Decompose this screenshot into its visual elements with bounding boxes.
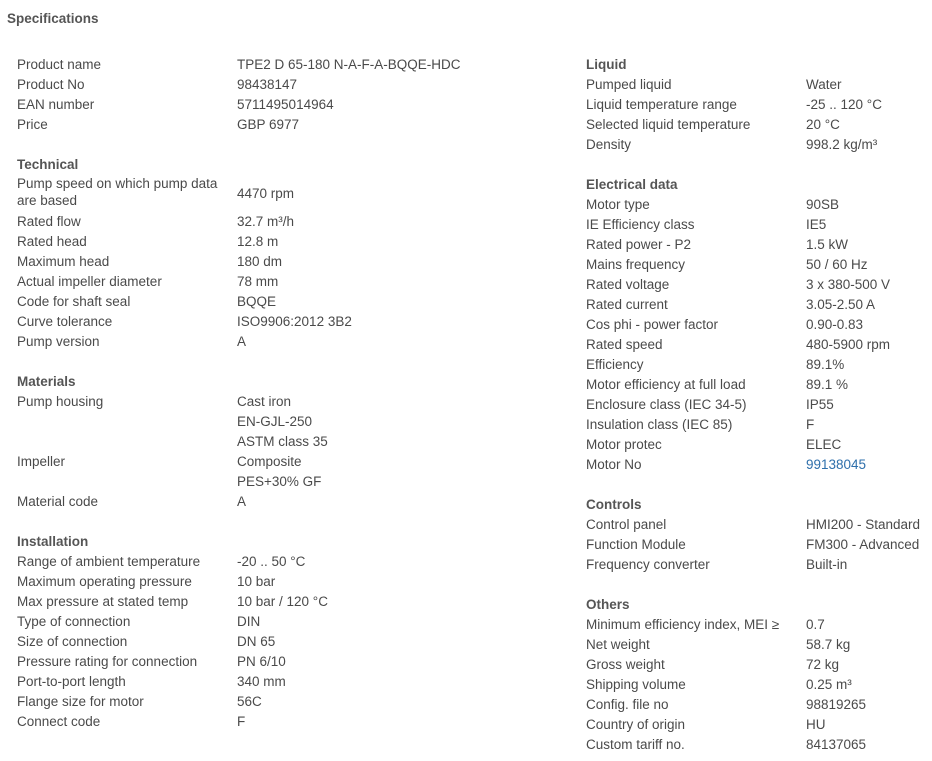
- spec-label: Control panel: [586, 517, 667, 532]
- spec-row-motor-protec: [586, 435, 926, 455]
- spec-label: Material code: [17, 494, 99, 509]
- spec-value: HMI200 - Standard: [806, 517, 921, 532]
- spec-label: Motor type: [586, 197, 650, 212]
- spec-row-efficiency: [586, 355, 926, 375]
- spec-row-enclosure-class-iec-34-5: [586, 395, 926, 415]
- spec-value-group: [806, 315, 926, 335]
- spec-value-group: [237, 75, 562, 95]
- spec-label: Rated current: [586, 297, 668, 312]
- spec-value-group: [237, 492, 562, 512]
- spec-row-maximum-operating-pressure: [17, 572, 562, 592]
- spec-label: Curve tolerance: [17, 314, 113, 329]
- spec-value-group: [806, 515, 926, 535]
- spec-value: 4470 rpm: [237, 186, 295, 201]
- spec-label: Motor No: [586, 457, 642, 472]
- spec-row-rated-power-p2: [586, 235, 926, 255]
- spec-label: Rated voltage: [586, 277, 670, 292]
- spec-value: 0.7: [806, 617, 825, 632]
- spec-value-group: [237, 212, 562, 232]
- spec-value-group: [237, 175, 562, 212]
- spec-value-group: [237, 612, 562, 632]
- spec-value-group: [806, 415, 926, 435]
- spec-row-insulation-class-iec-85: [586, 415, 926, 435]
- spec-value: 20 °C: [806, 117, 840, 132]
- spec-value-group: [806, 235, 926, 255]
- spec-row-pumped-liquid: [586, 75, 926, 95]
- spec-row-pressure-rating-for-connection: [17, 652, 562, 672]
- spec-row-pump-version: [17, 332, 562, 352]
- spec-row-impeller: [17, 452, 562, 492]
- spec-value: 3.05-2.50 A: [806, 297, 876, 312]
- spec-value: 89.1%: [806, 357, 845, 372]
- spec-label: Efficiency: [586, 357, 644, 372]
- spec-label: Gross weight: [586, 657, 665, 672]
- spec-value: 10 bar / 120 °C: [237, 594, 328, 609]
- section-heading-electrical: Electrical data: [586, 177, 678, 192]
- spec-value-link[interactable]: 99138045: [806, 457, 867, 472]
- spec-value-group: [806, 115, 926, 135]
- spec-row-custom-tariff-no: [586, 735, 926, 755]
- spec-value: 98438147: [237, 77, 298, 92]
- spec-value: 1.5 kW: [806, 237, 849, 252]
- section-controls: [586, 495, 926, 575]
- spec-value: 78 mm: [237, 274, 279, 289]
- spec-value: IP55: [806, 397, 834, 412]
- spec-row-price: [17, 115, 562, 135]
- section-heading-installation: Installation: [17, 534, 89, 549]
- spec-label: Pump housing: [17, 394, 104, 409]
- spec-label: Range of ambient temperature: [17, 554, 201, 569]
- spec-label: Shipping volume: [586, 677, 686, 692]
- spec-value-group: [806, 615, 926, 635]
- spec-row-ie-efficiency-class: [586, 215, 926, 235]
- spec-label: Function Module: [586, 537, 686, 552]
- spec-label: Product No: [17, 77, 85, 92]
- spec-label: Pump speed on which pump data are based: [17, 176, 218, 208]
- spec-row-density: [586, 135, 926, 155]
- spec-label: Code for shaft seal: [17, 294, 131, 309]
- spec-row-rated-voltage: [586, 275, 926, 295]
- spec-row-config-file-no: [586, 695, 926, 715]
- spec-value: 56C: [237, 694, 262, 709]
- spec-label: Liquid temperature range: [586, 97, 737, 112]
- spec-label: Product name: [17, 57, 102, 72]
- spec-label: Country of origin: [586, 717, 686, 732]
- spec-label: Mains frequency: [586, 257, 686, 272]
- spec-value-group: [237, 652, 562, 672]
- spec-value: ASTM class 35: [237, 434, 328, 449]
- spec-label: Insulation class (IEC 85): [586, 417, 733, 432]
- spec-value: 480-5900 rpm: [806, 337, 891, 352]
- spec-label: Price: [17, 117, 48, 132]
- spec-row-country-of-origin: [586, 715, 926, 735]
- spec-value: FM300 - Advanced: [806, 537, 920, 552]
- spec-row-max-pressure-at-stated-temp: [17, 592, 562, 612]
- spec-value-group: [806, 555, 926, 575]
- spec-label: Rated head: [17, 234, 87, 249]
- spec-value-group: [806, 695, 926, 715]
- spec-row-code-for-shaft-seal: [17, 292, 562, 312]
- spec-value: 90SB: [806, 197, 840, 212]
- spec-value-group: [806, 295, 926, 315]
- spec-row-range-of-ambient-temperature: [17, 552, 562, 572]
- spec-value: 84137065: [806, 737, 867, 752]
- spec-value-group: [237, 712, 562, 732]
- spec-value: 89.1 %: [806, 377, 849, 392]
- spec-value: 998.2 kg/m³: [806, 137, 878, 152]
- spec-value: F: [237, 714, 246, 729]
- section-spacer: [17, 352, 562, 372]
- spec-value-group: [806, 275, 926, 295]
- spec-value-group: [237, 692, 562, 712]
- spec-value-group: [237, 232, 562, 252]
- spec-row-product-name: [17, 55, 562, 75]
- spec-label: Net weight: [586, 637, 650, 652]
- spec-value: 0.25 m³: [806, 677, 852, 692]
- section-electrical: [586, 175, 926, 475]
- spec-row-maximum-head: [17, 252, 562, 272]
- spec-row-net-weight: [586, 635, 926, 655]
- spec-value-group: [806, 715, 926, 735]
- spec-value-group: [806, 735, 926, 755]
- spec-value: 10 bar: [237, 574, 276, 589]
- spec-value: 72 kg: [806, 657, 840, 672]
- spec-row-motor-efficiency-at-full-load: [586, 375, 926, 395]
- spec-label: Minimum efficiency index, MEI ≥: [586, 617, 780, 632]
- spec-value: 3 x 380-500 V: [806, 277, 891, 292]
- spec-value-group: [237, 632, 562, 652]
- spec-value-group: [806, 195, 926, 215]
- spec-value-group: [237, 292, 562, 312]
- spec-label: IE Efficiency class: [586, 217, 695, 232]
- spec-row-shipping-volume: [586, 675, 926, 695]
- section-heading-technical: Technical: [17, 157, 79, 172]
- spec-value: 12.8 m: [237, 234, 279, 249]
- spec-value-group: [237, 312, 562, 332]
- section-spacer: [586, 475, 926, 495]
- spec-value: EN-GJL-250: [237, 414, 313, 429]
- spec-value-group: [806, 675, 926, 695]
- spec-value: 98819265: [806, 697, 867, 712]
- spec-value-group: [237, 592, 562, 612]
- spec-value: 180 dm: [237, 254, 283, 269]
- spec-value-group: [806, 255, 926, 275]
- section-spacer: [586, 155, 926, 175]
- spec-row-liquid-temperature-range: [586, 95, 926, 115]
- spec-label: Motor efficiency at full load: [586, 377, 746, 392]
- spec-value-group: [806, 655, 926, 675]
- spec-label: Pumped liquid: [586, 77, 672, 92]
- spec-row-control-panel: [586, 515, 926, 535]
- section-technical: [17, 155, 562, 352]
- spec-value-group: [237, 552, 562, 572]
- spec-row-gross-weight: [586, 655, 926, 675]
- spec-row-connect-code: [17, 712, 562, 732]
- spec-label: Size of connection: [17, 634, 128, 649]
- spec-value: 58.7 kg: [806, 637, 851, 652]
- spec-value-group: [806, 355, 926, 375]
- spec-label: Cos phi - power factor: [586, 317, 719, 332]
- spec-label: Density: [586, 137, 632, 152]
- spec-label: EAN number: [17, 97, 95, 112]
- spec-row-function-module: [586, 535, 926, 555]
- spec-value: 5711495014964: [237, 97, 334, 112]
- section-spacer: [17, 512, 562, 532]
- section-spacer: [17, 135, 562, 155]
- spec-value-group: [806, 375, 926, 395]
- spec-label: Rated speed: [586, 337, 663, 352]
- spec-value: 32.7 m³/h: [237, 214, 295, 229]
- spec-row-mains-frequency: [586, 255, 926, 275]
- spec-value: Cast iron: [237, 394, 292, 409]
- spec-label: Frequency converter: [586, 557, 710, 572]
- spec-value: -20 .. 50 °C: [237, 554, 306, 569]
- spec-value: PN 6/10: [237, 654, 286, 669]
- spec-label: Maximum operating pressure: [17, 574, 192, 589]
- spec-value-group: [237, 95, 562, 115]
- spec-value-group: [806, 75, 926, 95]
- section-general: [17, 55, 562, 135]
- spec-label: Type of connection: [17, 614, 131, 629]
- spec-label: Motor protec: [586, 437, 662, 452]
- spec-label: Actual impeller diameter: [17, 274, 162, 289]
- section-others: [586, 595, 926, 755]
- spec-value-group: [806, 635, 926, 655]
- spec-row-curve-tolerance: [17, 312, 562, 332]
- spec-label: Pressure rating for connection: [17, 654, 198, 669]
- spec-row-rated-speed: [586, 335, 926, 355]
- spec-label: Max pressure at stated temp: [17, 594, 189, 609]
- spec-value-group: [806, 435, 926, 455]
- spec-value-group: [237, 572, 562, 592]
- section-materials: [17, 372, 562, 512]
- spec-label: Port-to-port length: [17, 674, 126, 689]
- spec-label: Pump version: [17, 334, 100, 349]
- page-title: Specifications: [7, 11, 99, 26]
- spec-value-group: [237, 332, 562, 352]
- spec-value-group: [806, 215, 926, 235]
- left-spec-column: [17, 55, 562, 732]
- spec-value-group: [237, 392, 562, 452]
- spec-label: Enclosure class (IEC 34-5): [586, 397, 747, 412]
- spec-value: A: [237, 334, 247, 349]
- section-spacer: [586, 575, 926, 595]
- spec-value-group: [237, 452, 562, 492]
- spec-row-rated-flow: [17, 212, 562, 232]
- spec-value-group: [237, 672, 562, 692]
- spec-value: DN 65: [237, 634, 276, 649]
- spec-value-group: [237, 115, 562, 135]
- spec-value-group: [806, 135, 926, 155]
- spec-value-group: [806, 95, 926, 115]
- spec-value: ISO9906:2012 3B2: [237, 314, 352, 329]
- section-heading-liquid: Liquid: [586, 57, 627, 72]
- spec-value: BQQE: [237, 294, 277, 309]
- spec-row-motor-no: [586, 455, 926, 475]
- section-heading-others: Others: [586, 597, 630, 612]
- section-liquid: [586, 55, 926, 155]
- spec-value-group: [237, 55, 562, 75]
- spec-value: A: [237, 494, 247, 509]
- spec-value: TPE2 D 65-180 N-A-F-A-BQQE-HDC: [237, 57, 461, 72]
- spec-label: Impeller: [17, 454, 66, 469]
- spec-row-selected-liquid-temperature: [586, 115, 926, 135]
- spec-value: Water: [806, 77, 842, 92]
- spec-label: Connect code: [17, 714, 101, 729]
- right-spec-column: [586, 55, 926, 755]
- spec-value: -25 .. 120 °C: [806, 97, 882, 112]
- spec-label: Flange size for motor: [17, 694, 144, 709]
- spec-value: 340 mm: [237, 674, 286, 689]
- spec-value-group: [237, 272, 562, 292]
- spec-value-group: [237, 252, 562, 272]
- spec-value: F: [806, 417, 815, 432]
- spec-row-material-code: [17, 492, 562, 512]
- spec-row-actual-impeller-diameter: [17, 272, 562, 292]
- spec-row-size-of-connection: [17, 632, 562, 652]
- spec-value: ELEC: [806, 437, 842, 452]
- section-installation: [17, 532, 562, 732]
- spec-value: Composite: [237, 454, 302, 469]
- spec-row-ean-number: [17, 95, 562, 115]
- spec-value: Built-in: [806, 557, 848, 572]
- section-heading-controls: Controls: [586, 497, 642, 512]
- spec-row-flange-size-for-motor: [17, 692, 562, 712]
- spec-value-group: [806, 455, 926, 475]
- spec-row-pump-speed-on-which-pump-data-are-based: [17, 175, 562, 212]
- spec-row-port-to-port-length: [17, 672, 562, 692]
- spec-row-minimum-efficiency-index-mei: [586, 615, 926, 635]
- spec-value: DIN: [237, 614, 261, 629]
- spec-value: PES+30% GF: [237, 474, 322, 489]
- spec-value: GBP 6977: [237, 117, 300, 132]
- spec-label: Config. file no: [586, 697, 669, 712]
- spec-row-pump-housing: [17, 392, 562, 452]
- spec-value: IE5: [806, 217, 827, 232]
- spec-value-group: [806, 535, 926, 555]
- spec-row-cos-phi-power-factor: [586, 315, 926, 335]
- spec-row-rated-head: [17, 232, 562, 252]
- spec-row-rated-current: [586, 295, 926, 315]
- spec-label: Maximum head: [17, 254, 110, 269]
- section-heading-materials: Materials: [17, 374, 76, 389]
- spec-row-product-no: [17, 75, 562, 95]
- spec-label: Rated power - P2: [586, 237, 692, 252]
- spec-label: Selected liquid temperature: [586, 117, 751, 132]
- spec-value: 50 / 60 Hz: [806, 257, 868, 272]
- spec-label: Rated flow: [17, 214, 81, 229]
- spec-value: HU: [806, 717, 826, 732]
- spec-row-type-of-connection: [17, 612, 562, 632]
- spec-value: 0.90-0.83: [806, 317, 864, 332]
- spec-row-motor-type: [586, 195, 926, 215]
- spec-value-group: [806, 335, 926, 355]
- spec-row-frequency-converter: [586, 555, 926, 575]
- spec-value-group: [806, 395, 926, 415]
- spec-label: Custom tariff no.: [586, 737, 685, 752]
